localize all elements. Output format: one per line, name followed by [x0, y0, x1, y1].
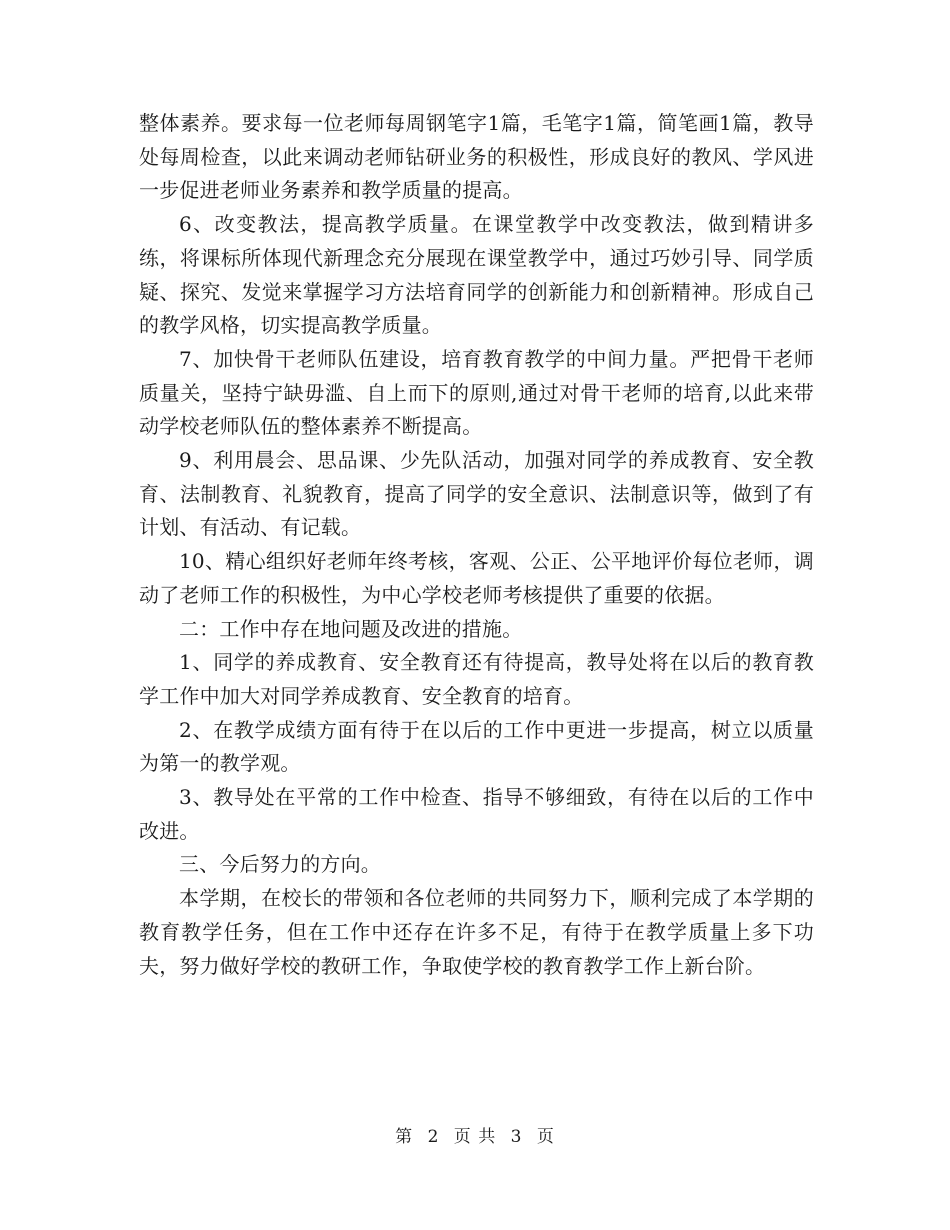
paragraph-item-7: 7、加快骨干老师队伍建设，培育教育教学的中间力量。严把骨干老师质量关，坚持宁缺毋滥、自上而下的原则,通过对骨干老师的培育,以此来带动学校老师队伍的整体素养不断提高。	[139, 346, 814, 439]
footer-middle: 页 共	[453, 1127, 497, 1147]
page-footer	[0, 1122, 950, 1147]
paragraph-problem-1: 1、同学的养成教育、安全教育还有待提高，教导处将在以后的教育教学工作中加大对同学养成教育、安全教育的培育。	[139, 650, 814, 708]
section-heading-direction: 三、今后努力的方向。	[179, 852, 381, 877]
footer-page-number: 2	[427, 1127, 440, 1147]
paragraph-conclusion: 本学期，在校长的带领和各位老师的共同努力下，顺利完成了本学期的教育教学任务，但在工作中还存在许多不足，有待于在教学质量上多下功夫，努力做好学校的教研工作，争取使学校的教育教学工作上新台阶。	[139, 886, 814, 978]
footer-suffix: 页	[536, 1127, 555, 1147]
paragraph-overall-quality: 整体素养。要求每一位老师每周钢笔字1篇，毛笔字1篇，简笔画1篇，教导处每周检查，以此来调动老师钻研业务的积极性，形成良好的教风、学风进一步促进老师业务素养和教学质量的提高。	[139, 111, 814, 203]
paragraph-item-6: 6、改变教法，提高教学质量。在课堂教学中改变教法，做到精讲多练，将课标所体现代新理念充分展现在课堂教学中，通过巧妙引导、同学质疑、探究、发觉来掌握学习方法培育同学的创新能力和创新精神。形成自己的教学风格，切实提高教学质量。	[139, 212, 814, 338]
paragraph-item-10: 10、精心组织好老师年终考核，客观、公正、公平地评价每位老师，调动了老师工作的积极性，为中心学校老师考核提供了重要的依据。	[139, 549, 814, 607]
paragraph-problem-3: 3、教导处在平常的工作中检查、指导不够细致，有待在以后的工作中改进。	[139, 785, 814, 843]
document-body	[139, 107, 814, 983]
paragraph-problem-2: 2、在教学成绩方面有待于在以后的工作中更进一步提高，树立以质量为第一的教学观。	[139, 717, 814, 776]
section-heading-problems: 二：工作中存在地问题及改进的措施。	[179, 616, 523, 641]
footer-prefix: 第	[395, 1127, 414, 1147]
paragraph-item-9: 9、利用晨会、思品课、少先队活动，加强对同学的养成教育、安全教育、法制教育、礼貌教育，提高了同学的安全意识、法制意识等，做到了有计划、有活动、有记载。	[139, 448, 814, 540]
footer-total-pages: 3	[510, 1127, 523, 1147]
